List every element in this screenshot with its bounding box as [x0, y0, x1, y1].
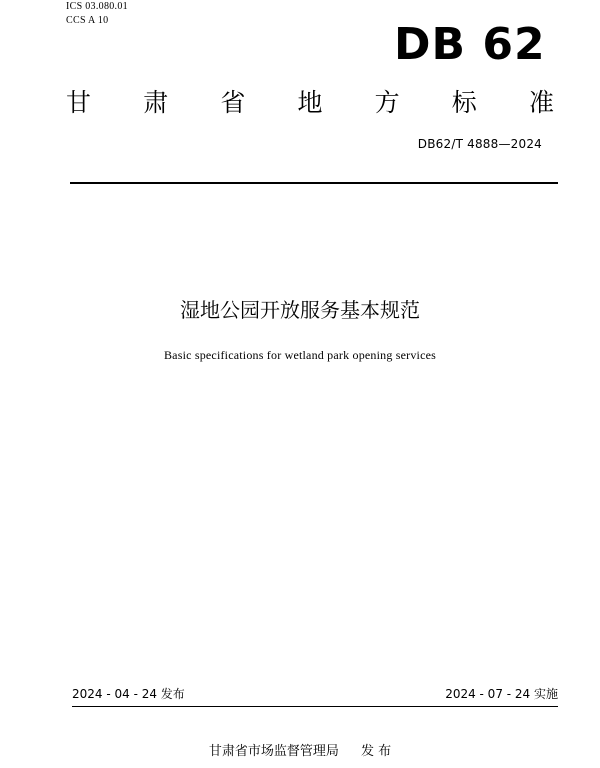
db62-logo: DB 62: [394, 19, 546, 70]
document-title-zh: 湿地公园开放服务基本规范: [180, 298, 420, 322]
category-char: 地: [297, 88, 323, 117]
issuer-name: 甘肃省市场监督管理局: [208, 744, 339, 759]
ccs-code: CCS A 10: [66, 15, 109, 26]
category-char: 方: [374, 88, 400, 117]
issuing-authority: [0, 744, 600, 760]
ics-code: ICS 03.080.01: [66, 1, 128, 12]
category-char: 标: [451, 88, 477, 117]
issuer-action: 发 布: [360, 744, 392, 759]
implementation-date: 2024 - 07 - 24 实施: [445, 687, 558, 701]
category-char: 甘: [66, 88, 92, 117]
document-title-en: Basic specifications for wetland park opening services: [163, 348, 437, 362]
category-char: 省: [220, 88, 246, 117]
category-char: 准: [528, 88, 554, 117]
standard-number: DB62/T 4888—2024: [417, 137, 542, 151]
header-divider: [70, 182, 558, 184]
footer-divider: [72, 706, 558, 707]
category-char: 肃: [143, 88, 169, 117]
publish-date: 2024 - 04 - 24 发布: [72, 687, 185, 701]
standard-category-heading: [66, 86, 554, 120]
